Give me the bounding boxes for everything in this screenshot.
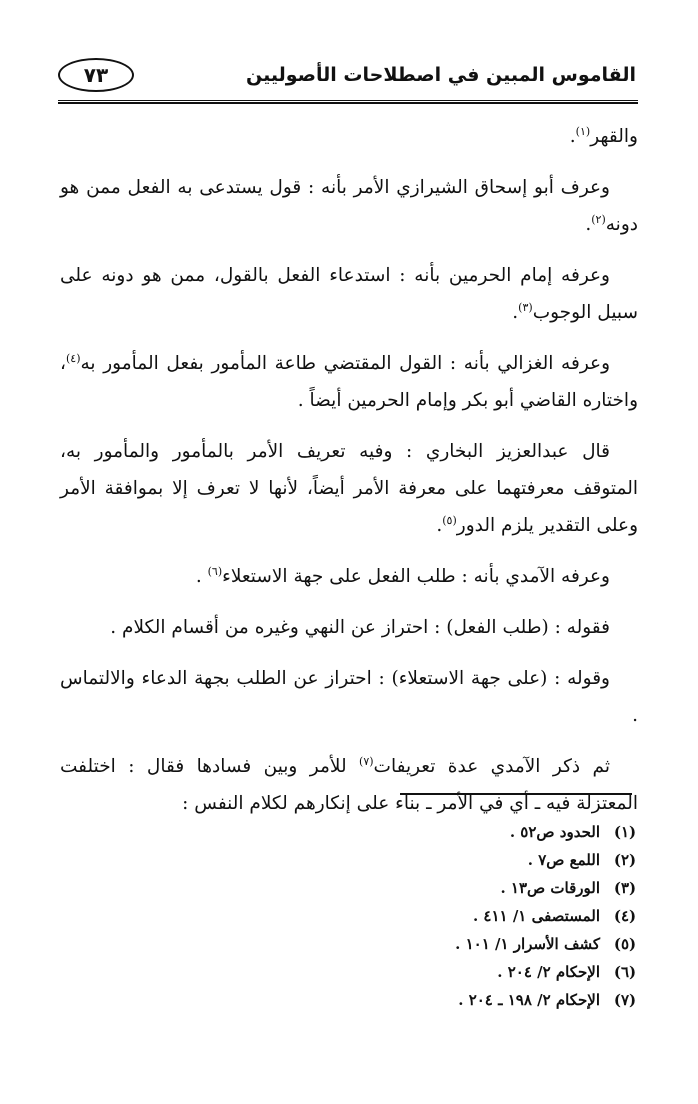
footnote-text: الإحكام ٢/ ٢٠٤ .	[497, 963, 600, 981]
paragraph	[60, 169, 638, 243]
footnote-text: الحدود ص٥٢ .	[509, 823, 600, 841]
paragraph	[60, 345, 638, 419]
paragraph	[60, 748, 638, 822]
paragraph-tail: ، واختاره القاضي أبو بكر وإمام الحرمين أيضاً .	[60, 353, 638, 411]
footnote-number: (٤)	[613, 907, 637, 925]
footnote-text: اللمع ص٧ .	[527, 851, 600, 869]
paragraph-text: وقوله : (على جهة الاستعلاء) : احتراز عن الطلب بجهة الدعاء والالتماس .	[60, 668, 638, 726]
paragraph-tail: .	[512, 302, 519, 323]
paragraph	[60, 609, 638, 646]
footnote-ref: (٣)	[518, 300, 533, 314]
paragraph-tail: .	[585, 214, 592, 235]
footnote-item	[240, 930, 640, 958]
paragraph-text: قال عبدالعزيز البخاري : وفيه تعريف الأمر بالمأمور والمأمور به، المتوقف معرفتهما على معرفة الأمر أيضاً، لأنها لا تعرف إلا بموافقة الأمر وعلى التقدير يلزم الدور	[60, 441, 638, 536]
paragraph	[60, 433, 638, 544]
paragraph-tail: .	[436, 515, 443, 536]
footnote-item	[240, 818, 640, 846]
paragraph-tail: .	[569, 126, 576, 147]
paragraph	[60, 257, 638, 331]
footnote-ref: (٥)	[442, 513, 457, 527]
footnote-ref: (٦)	[207, 564, 223, 578]
footnote-separator	[400, 793, 632, 795]
footnote-text: كشف الأسرار ١/ ١٠١ .	[455, 935, 600, 953]
footnote-item	[240, 986, 640, 1014]
paragraph	[60, 118, 638, 155]
footnote-number: (٣)	[613, 879, 637, 897]
footnote-number: (٧)	[613, 991, 637, 1009]
paragraph	[60, 558, 638, 595]
paragraph-text: فقوله : (طلب الفعل) : احتراز عن النهي وغيره من أقسام الكلام .	[110, 617, 610, 638]
footnote-text: الورقات ص١٣ .	[500, 879, 600, 897]
footnote-ref: (٧)	[359, 754, 374, 768]
paragraph-text: وعرفه إمام الحرمين بأنه : استدعاء الفعل بالقول، ممن هو دونه على سبيل الوجوب	[60, 265, 638, 323]
page-number: ٧٣	[58, 58, 134, 92]
body-text	[60, 118, 638, 836]
footnote-number: (٢)	[613, 851, 637, 869]
footnote-item	[240, 902, 640, 930]
footnote-number: (١)	[613, 823, 637, 841]
paragraph-text: والقهر	[590, 126, 638, 147]
page-header	[58, 58, 636, 98]
footnote-text: الإحكام ٢/ ١٩٨ ـ ٢٠٤ .	[458, 991, 600, 1009]
footnote-ref: (١)	[575, 124, 591, 138]
running-title: القاموس المبين في اصطلاحات الأصوليين	[246, 64, 636, 86]
footnote-number: (٥)	[613, 935, 637, 953]
footnotes	[240, 818, 640, 1014]
paragraph-text: وعرفه الآمدي بأنه : طلب الفعل على جهة الاستعلاء	[222, 566, 610, 587]
footnote-text: المستصفى ١/ ٤١١ .	[472, 907, 600, 925]
paragraph-tail: .	[195, 566, 208, 587]
paragraph	[60, 660, 638, 734]
paragraph-text: وعرفه الغزالي بأنه : القول المقتضي طاعة المأمور بفعل المأمور به	[80, 353, 610, 374]
paragraph-text: ثم ذكر الآمدي عدة تعريفات	[373, 756, 611, 777]
footnote-ref: (٢)	[591, 212, 606, 226]
header-rule	[58, 100, 638, 104]
footnote-item	[240, 958, 640, 986]
footnote-item	[240, 874, 640, 902]
footnote-number: (٦)	[613, 963, 637, 981]
footnote-ref: (٤)	[65, 351, 81, 365]
paragraph-text: وعرف أبو إسحاق الشيرازي الأمر بأنه : قول يستدعى به الفعل ممن هو دونه	[60, 177, 638, 235]
footnote-item	[240, 846, 640, 874]
paragraph-tail: للأمر وبين فسادها فقال : اختلفت المعتزلة فيه ـ أي في الأمر ـ بناء على إنكارهم لكلام النفس :	[60, 756, 638, 814]
